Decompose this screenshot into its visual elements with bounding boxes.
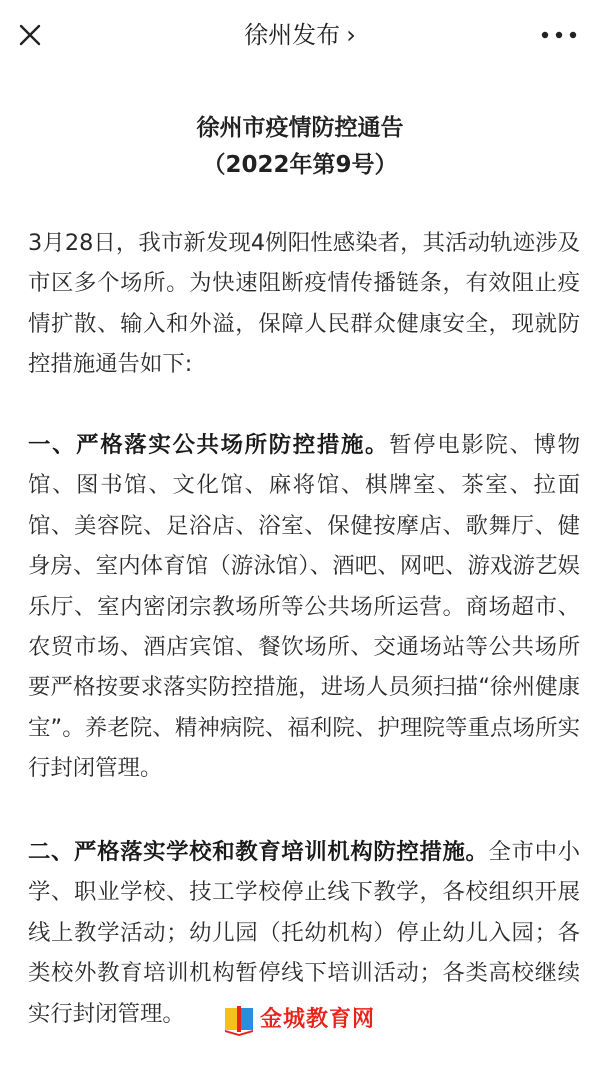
account-title: 徐州发布 <box>244 21 341 49</box>
section-2-text: 全市中小学、职业学校、技工学校停止线下教学，各校组织开展线上教学活动；幼儿园（托幼机构）停止幼儿入园；各类校外教育培训机构暂停线下培训活动；各类高校继续实行封闭管理。 <box>28 839 581 1027</box>
section-1-text: 暂停电影院、博物馆、图书馆、文化馆、麻将馆、棋牌室、茶室、拉面馆、美容院、足浴店、浴室、保健按摩店、歌舞厅、健身房、室内体育馆（游泳馆）、酒吧、网吧、游戏游艺娱乐厅、室内密闭宗教场所等公共场所运营。商场超市、农贸市场、酒店宾馆、餐饮场所、交通场站等公共场所要严格按要求落实防控措施，进场人员须扫描“徐州健康宝”。养老院、精神病院、福利院、护理院等重点场所实行封闭管理。 <box>28 432 581 782</box>
section-2-heading: 二、严格落实学校和教育培训机构防控措施。 <box>28 839 489 865</box>
chevron-right-icon: › <box>346 21 356 49</box>
account-title-link[interactable] <box>150 16 450 54</box>
article-number: （2022年第9号） <box>202 152 398 178</box>
more-options-button[interactable] <box>538 22 580 48</box>
close-icon <box>14 19 46 51</box>
article-title: 徐州市疫情防控通告 <box>196 115 404 141</box>
watermark-text: 金城教育网 <box>260 1007 376 1032</box>
section-1-paragraph <box>28 425 580 789</box>
book-logo-icon <box>222 1004 256 1036</box>
more-dots-icon <box>538 22 580 48</box>
top-navigation-bar <box>0 0 600 70</box>
article-body <box>0 70 600 1065</box>
close-button[interactable] <box>14 19 46 51</box>
watermark <box>222 1002 382 1038</box>
section-1-heading: 一、严格落实公共场所防控措施。 <box>28 432 390 458</box>
intro-paragraph: 3月28日，我市新发现4例阳性感染者，其活动轨迹涉及市区多个场所。为快速阻断疫情传播链条，有效阻止疫情扩散、输入和外溢，保障人民群众健康安全，现就防控措施通告如下: <box>28 230 580 378</box>
